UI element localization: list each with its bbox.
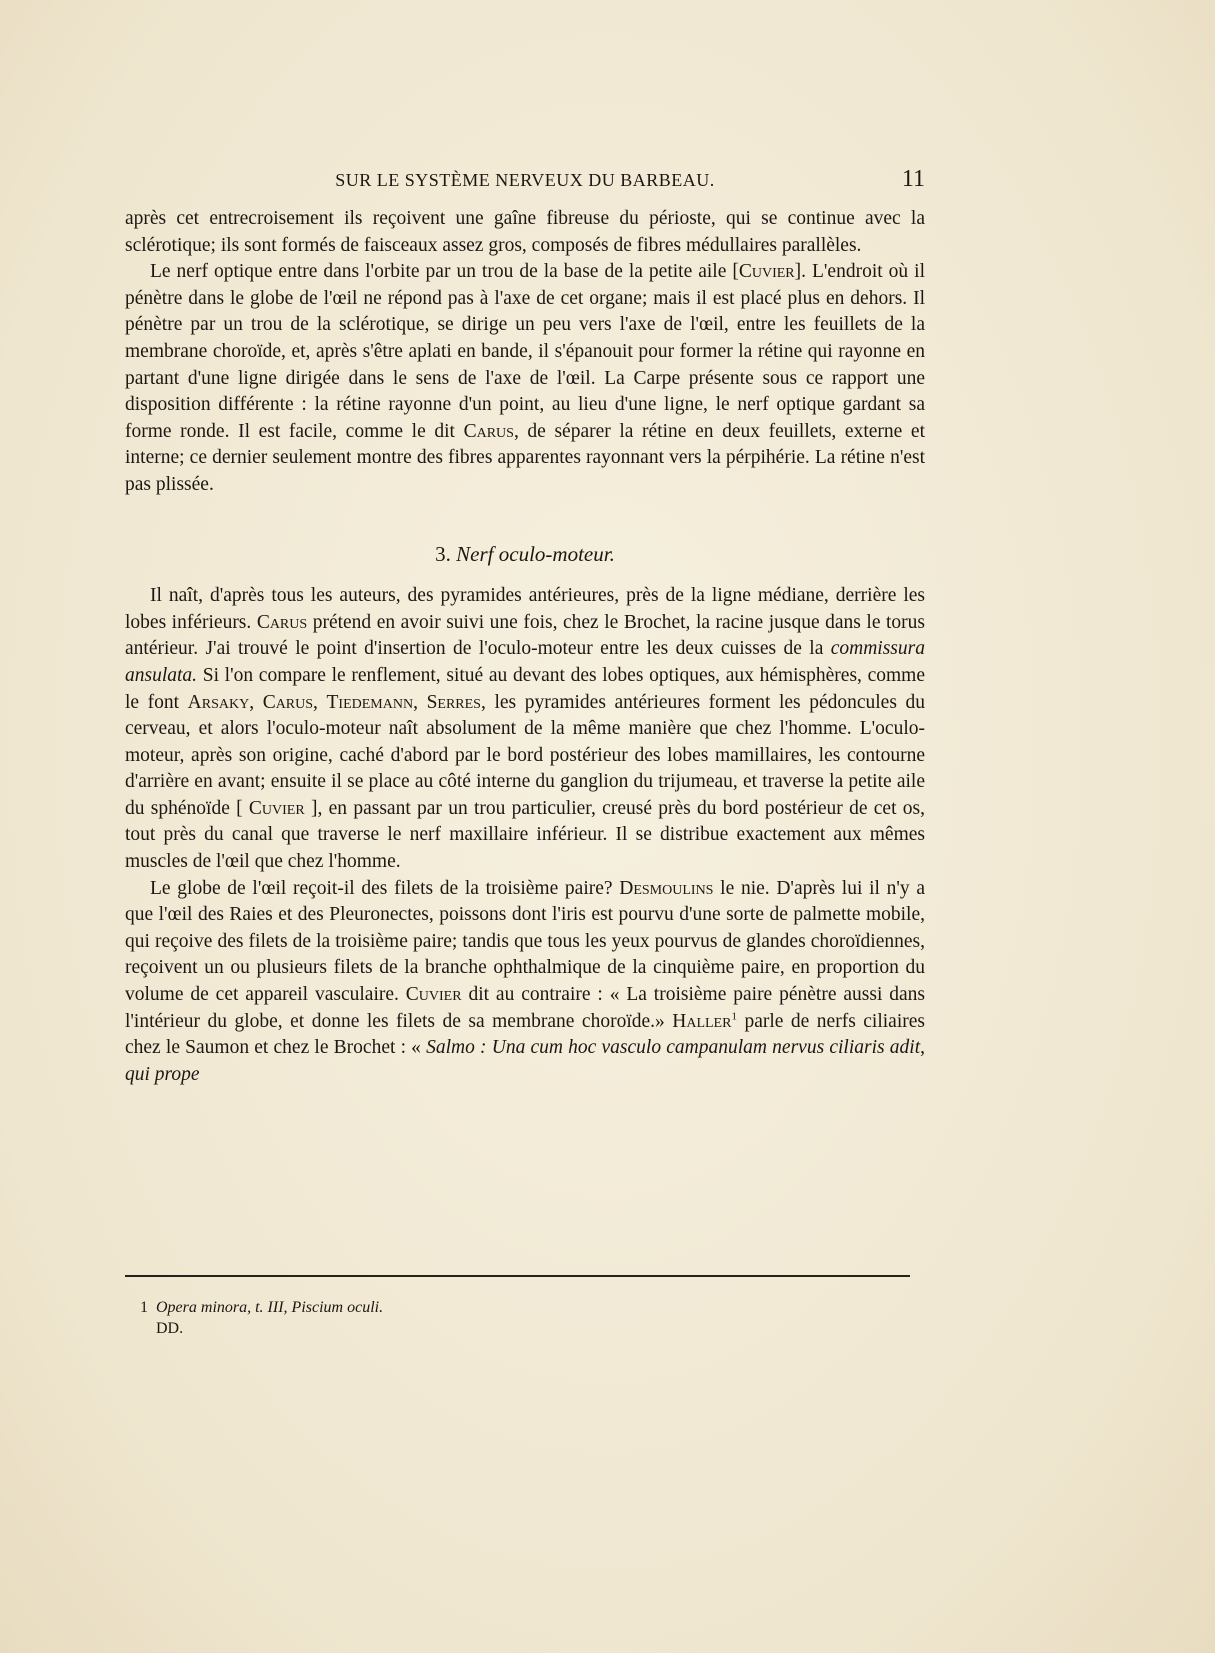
footnote-rule — [125, 1275, 910, 1277]
text-run: Il naît, d'après tous les auteurs, des pyramides antérieures, près de la ligne médiane, derrière les lobes inférieurs. — [125, 585, 925, 633]
footnote-ref-text: , t. III, — [247, 1299, 292, 1316]
author-name: Cuvier — [248, 797, 305, 819]
paragraph-4 — [125, 876, 925, 1089]
footnote-title: Piscium oculi. — [291, 1299, 384, 1316]
author-name: Cuvier — [738, 261, 795, 283]
text-run: Le nerf optique entre dans l'orbite par un trou de la base de la petite aile [ — [150, 261, 739, 283]
latin-term: commissura ansulata. — [125, 638, 925, 686]
latin-quote: Salmo : Una cum hoc vasculo campanulam nervus ciliaris adit — [426, 1037, 921, 1059]
text-run: Le globe de l'œil reçoit-il des filets de la troisième paire? — [150, 877, 620, 899]
section-heading — [125, 541, 925, 568]
author-name: Cuvier — [405, 984, 462, 1006]
paragraph-1-text: après cet entrecroisement ils reçoivent une gaîne fibreuse du périoste, qui se continue avec la sclérotique; ils sont formés de faisceaux assez gros, composés de fibres médullaires parallèles. — [125, 208, 925, 256]
latin-quote: qui prope — [125, 1063, 200, 1085]
text-run: , — [920, 1037, 925, 1059]
text-run: Si l'on compare le renflement, situé au devant des lobes optiques, aux hémisphères, comme le font — [125, 664, 925, 713]
text-run: ]. L'endroit où il pénètre dans le globe de l'œil ne répond pas à l'axe de cet organe; mais il est placé plus en dehors. Il pénètre par un trou de la sclérotique, se dirige un peu vers l'axe de l'œil, entre les feuillets de la membrane choroïde, et, après s'être aplati en bande, il s'épanouit pour former la rétine qui rayonne en partant d'une ligne dirigée dans le sens de l'axe de l'œil. La Carpe présente sous ce rapport une disposition différente : la rétine rayonne d'un point, au lieu d'une ligne, le nerf optique gardant sa forme ronde. Il est facile, comme le dit — [125, 261, 925, 442]
body-text — [125, 206, 925, 1088]
section-number: 3. — [435, 541, 451, 566]
author-name: Carus — [262, 691, 314, 713]
author-name: Tiedemann — [326, 691, 414, 713]
text-run: , de séparer la rétine en deux feuillets, externe et interne; ce dernier seulement montre des fibres apparentes rayonnant vers la pérpihérie. La rétine n'est pas plissée. — [125, 420, 925, 495]
text-run: , — [249, 691, 263, 713]
text-run: , — [413, 691, 427, 713]
page-number: 11 — [901, 166, 925, 192]
author-name: Arsaky — [187, 691, 250, 713]
paragraph-1 — [125, 206, 925, 259]
footnote-work: Opera minora — [156, 1299, 248, 1316]
paragraph-2 — [125, 259, 925, 498]
running-head — [125, 166, 925, 198]
text-run: , les pyramides antérieures forment les pédoncules du cerveau, et alors l'oculo-moteur naît absolument de la même manière que chez l'homme. L'oculo-moteur, après son origine, caché d'abord par le bord postérieur des lobes mamillaires, les contourne d'arrière en avant; ensuite il se place au côté interne du ganglion du trijumeau, et traverse la petite aile du sphénoïde [ — [125, 691, 926, 819]
section-title: Nerf oculo-moteur. — [456, 541, 615, 566]
author-name: Haller — [672, 1010, 732, 1032]
footnote-ref[interactable]: 1 — [731, 1010, 737, 1023]
author-name: Serres — [426, 691, 481, 713]
paragraph-3 — [125, 583, 925, 876]
author-name: Carus — [463, 420, 514, 442]
running-title: SUR LE SYSTÈME NERVEUX DU BARBEAU. — [335, 170, 715, 190]
text-run: parle de nerfs ciliaires chez le Saumon et chez le Brochet : « — [125, 1010, 925, 1059]
text-run: dit au contraire : « La troisième paire pénètre aussi dans l'intérieur du globe, et donne les filets de sa membrane choroïde.» — [125, 984, 925, 1032]
footnote-number: 1 — [140, 1299, 148, 1316]
author-name: Carus — [256, 611, 308, 633]
text-run: prétend en avoir suivi une fois, chez le Brochet, la racine jusque dans le torus antérieur. J'ai trouvé le point d'insertion de l'oculo-moteur entre les deux cuisses de la — [125, 611, 925, 660]
text-run: , — [313, 691, 327, 713]
signature-mark: DD. — [156, 1320, 184, 1337]
footnote — [140, 1296, 900, 1320]
author-name: Desmoulins — [619, 877, 714, 899]
text-run: le nie. D'après lui il n'y a que l'œil des Raies et des Pleuronectes, poissons dont l'iris est pourvu d'une sorte de palmette mobile, qui reçoive des filets de la troisième paire; tandis que tous les yeux pourvus de glandes choroïdiennes, reçoivent un ou plusieurs filets de la branche ophthalmique de la cinquième paire, en proportion du volume de cet appareil vasculaire. — [125, 877, 925, 1006]
text-run: ], en passant par un trou particulier, creusé près du bord postérieur de cet os, tout près du canal que traverse le nerf maxillaire inférieur. Il se distribue exactement aux mêmes muscles de l'œil que chez l'homme. — [125, 797, 926, 873]
